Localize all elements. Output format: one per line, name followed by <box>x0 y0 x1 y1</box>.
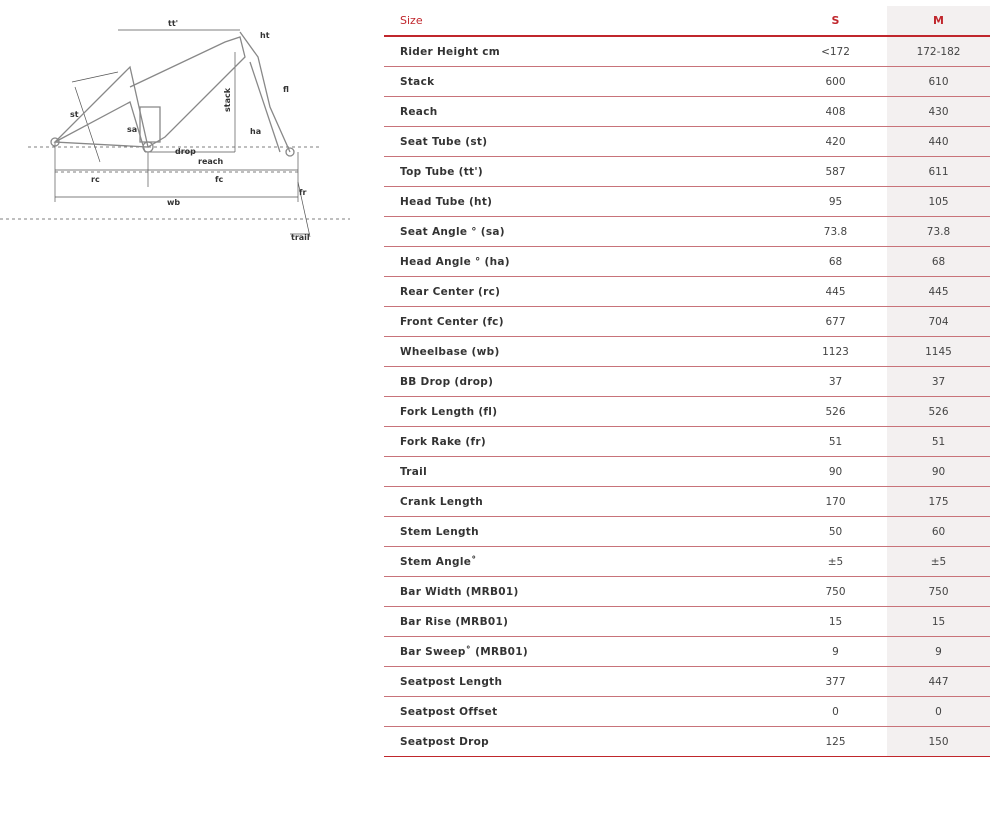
row-value-m: 9 <box>887 637 990 667</box>
row-value-m: 175 <box>887 487 990 517</box>
label-sa: sa <box>127 125 138 134</box>
row-label: Seatpost Drop <box>384 727 784 757</box>
row-value-s: 1123 <box>784 337 887 367</box>
row-label: Top Tube (tt') <box>384 157 784 187</box>
row-label: Rider Height cm <box>384 36 784 67</box>
row-label: Wheelbase (wb) <box>384 337 784 367</box>
row-value-m: 750 <box>887 577 990 607</box>
row-value-m: 37 <box>887 367 990 397</box>
table-row <box>384 547 990 577</box>
table-row <box>384 337 990 367</box>
row-value-m: 526 <box>887 397 990 427</box>
label-reach: reach <box>198 157 224 166</box>
table-row <box>384 367 990 397</box>
row-value-s: 68 <box>784 247 887 277</box>
row-value-s: 125 <box>784 727 887 757</box>
row-label: Trail <box>384 457 784 487</box>
geometry-table <box>384 6 990 757</box>
row-value-m: 150 <box>887 727 990 757</box>
label-stack: stack <box>223 87 232 112</box>
label-fr: fr <box>299 188 307 197</box>
row-value-s: 90 <box>784 457 887 487</box>
table-row <box>384 397 990 427</box>
table-row <box>384 637 990 667</box>
row-label: Seat Angle ° (sa) <box>384 217 784 247</box>
table-row <box>384 277 990 307</box>
row-value-m: 445 <box>887 277 990 307</box>
table-row <box>384 727 990 757</box>
row-label: Head Angle ° (ha) <box>384 247 784 277</box>
row-value-m: 447 <box>887 667 990 697</box>
row-label: Fork Length (fl) <box>384 397 784 427</box>
table-row <box>384 67 990 97</box>
table-row <box>384 36 990 67</box>
row-label: Crank Length <box>384 487 784 517</box>
row-label: Stem Length <box>384 517 784 547</box>
row-value-m: 73.8 <box>887 217 990 247</box>
table-row <box>384 187 990 217</box>
row-value-m: 68 <box>887 247 990 277</box>
row-value-s: 73.8 <box>784 217 887 247</box>
row-value-m: 60 <box>887 517 990 547</box>
table-row <box>384 577 990 607</box>
row-value-s: 15 <box>784 607 887 637</box>
row-label: Seat Tube (st) <box>384 127 784 157</box>
label-wb: wb <box>167 198 181 207</box>
row-value-s: <172 <box>784 36 887 67</box>
row-label: Stem Angle˚ <box>384 547 784 577</box>
row-label: Reach <box>384 97 784 127</box>
row-value-s: ±5 <box>784 547 887 577</box>
row-value-s: 750 <box>784 577 887 607</box>
row-value-s: 0 <box>784 697 887 727</box>
row-value-s: 420 <box>784 127 887 157</box>
table-header-row <box>384 6 990 36</box>
row-value-s: 170 <box>784 487 887 517</box>
label-ht: ht <box>260 31 270 40</box>
row-value-s: 526 <box>784 397 887 427</box>
row-label: Seatpost Length <box>384 667 784 697</box>
row-value-m: 1145 <box>887 337 990 367</box>
row-value-s: 95 <box>784 187 887 217</box>
row-value-s: 50 <box>784 517 887 547</box>
table-row <box>384 247 990 277</box>
row-value-m: 15 <box>887 607 990 637</box>
row-value-m: 704 <box>887 307 990 337</box>
table-row <box>384 307 990 337</box>
row-value-m: 90 <box>887 457 990 487</box>
label-fc: fc <box>215 175 224 184</box>
table-row <box>384 97 990 127</box>
header-size-s: S <box>784 6 887 36</box>
label-ha: ha <box>250 127 262 136</box>
row-label: Seatpost Offset <box>384 697 784 727</box>
row-value-s: 600 <box>784 67 887 97</box>
label-rc: rc <box>91 175 100 184</box>
table-row <box>384 697 990 727</box>
table-row <box>384 487 990 517</box>
row-value-s: 9 <box>784 637 887 667</box>
label-tt: tt' <box>168 19 179 28</box>
row-value-s: 445 <box>784 277 887 307</box>
label-trail: trail <box>291 233 310 242</box>
geometry-diagram <box>0 12 360 247</box>
row-value-m: 51 <box>887 427 990 457</box>
row-value-m: 610 <box>887 67 990 97</box>
row-value-s: 587 <box>784 157 887 187</box>
row-value-s: 408 <box>784 97 887 127</box>
table-row <box>384 217 990 247</box>
header-size: Size <box>384 6 784 36</box>
row-label: Bar Rise (MRB01) <box>384 607 784 637</box>
table-row <box>384 157 990 187</box>
row-value-m: 172-182 <box>887 36 990 67</box>
label-st: st <box>70 110 79 119</box>
row-value-s: 377 <box>784 667 887 697</box>
row-label: Head Tube (ht) <box>384 187 784 217</box>
row-label: Fork Rake (fr) <box>384 427 784 457</box>
row-value-s: 51 <box>784 427 887 457</box>
row-label: Bar Sweep˚ (MRB01) <box>384 637 784 667</box>
table-row <box>384 667 990 697</box>
label-fl: fl <box>283 85 289 94</box>
label-drop: drop <box>175 147 196 156</box>
row-value-s: 677 <box>784 307 887 337</box>
row-label: Rear Center (rc) <box>384 277 784 307</box>
table-row <box>384 457 990 487</box>
table-row <box>384 127 990 157</box>
row-value-m: ±5 <box>887 547 990 577</box>
row-label: Bar Width (MRB01) <box>384 577 784 607</box>
row-value-m: 440 <box>887 127 990 157</box>
row-label: Stack <box>384 67 784 97</box>
table-row <box>384 607 990 637</box>
row-value-m: 430 <box>887 97 990 127</box>
frame-outline <box>51 32 294 156</box>
row-value-m: 611 <box>887 157 990 187</box>
row-value-m: 105 <box>887 187 990 217</box>
row-label: Front Center (fc) <box>384 307 784 337</box>
header-size-m: M <box>887 6 990 36</box>
table-row <box>384 517 990 547</box>
row-value-s: 37 <box>784 367 887 397</box>
row-label: BB Drop (drop) <box>384 367 784 397</box>
table-row <box>384 427 990 457</box>
row-value-m: 0 <box>887 697 990 727</box>
